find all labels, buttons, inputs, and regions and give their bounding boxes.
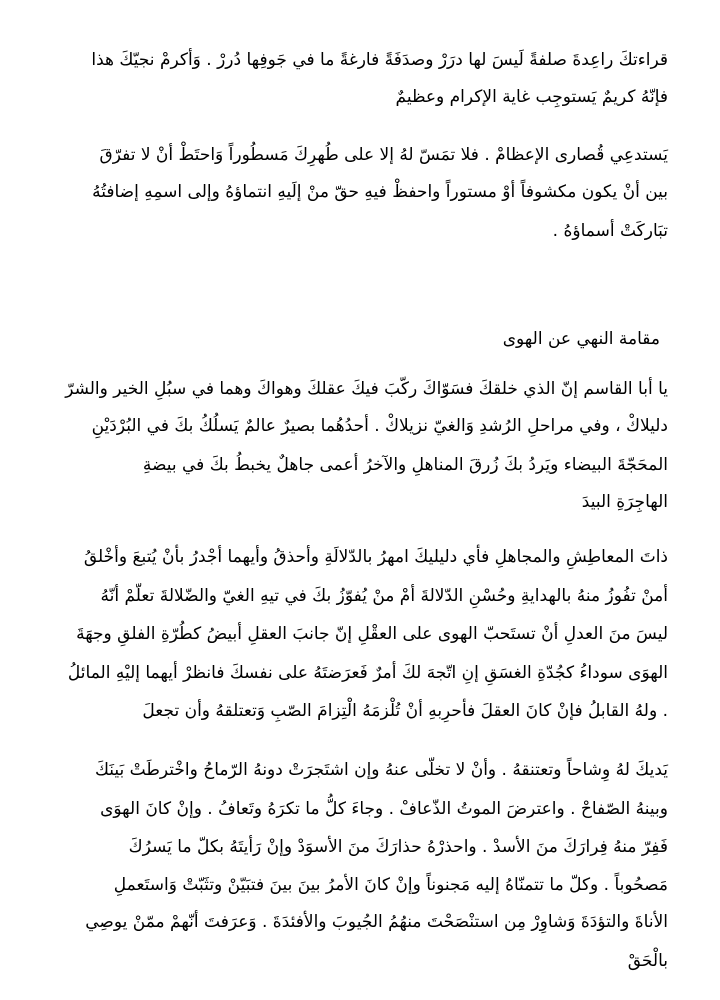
- text-line: فَفِرّ منهُ فِرارَكَ منَ الأسدْ . واحذرْهُ حذارَكَ منَ الأسوَدْ وإنْ رَأيتَهُ بكلّ ما يَسرُكَ: [128, 837, 668, 857]
- text-line: المحَجّةَ البيضاء ويَردُ بكَ زُرقَ المناهلِ والآخرُ أعمى جاهلٌ يخبطُ بكَ في بيضةِ: [142, 455, 668, 475]
- text-line: ذاتَ المعاطِشِ والمجاهلِ فأي دليليكَ امهرُ بالدّلالَةِ وأحذقُ وأيهما أجْدرُ بأنْ يُتبعَ وأخْلقُ: [83, 547, 668, 567]
- text-line: الهوَى سوداءُ كجُدّةِ الغسَقِ إنِ اتّجهَ لكَ أمرٌ فَعرَضتَهُ على نفسكَ فانظرْ أيهما إليْهِ المائلُ: [67, 663, 668, 683]
- text-line: وبينهُ الصّفاحْ . واعترضَ الموتُ الذّعافْ . وجاءَ كلُّ ما تكرَهُ وتَعافُ . وإنْ كانَ الهوَى: [100, 799, 668, 819]
- text-line: يا أبا القاسم إنّ الذي خلقكَ فسَوّاكَ ركّبَ فيكَ عقلكَ وهواكَ وهما في سبُلِ الخير والشرّ: [65, 379, 668, 399]
- text-line: تبَاركَتْ أسماؤهُ .: [552, 221, 668, 241]
- text-line: يَديكَ لهُ وِشاحاً وتعتنقهُ . وأنْ لا تخلّى عنهُ وإن اشتَجرَتْ دونهُ الرّماحُ واخْترطَتْ بَينَكَ: [94, 760, 668, 780]
- text-line: بين أنْ يكون مكشوفاً أوْ مستوراً واحفظْ فيهِ حقّ منْ إلَيهِ انتماؤهُ وإلى اسمِهِ إضافتُهُ: [92, 182, 668, 202]
- text-line: أمنْ تفُوزُ منهُ بالهدايةِ وحُسْنِ الدّلالةَ أمْ منْ يُفوّزُ بكَ في تيهِ الغيّ والضّلالةَ تعلّمْ أنّهُ: [100, 586, 668, 606]
- text-line: الهاجِرَةِ البيدَ: [581, 492, 668, 512]
- text-line: الأناةَ والتؤدَةَ وَشاوِرْ مِن استنْصَحْتَ منهُمُ الجُيوبَ والأفئدَةَ . وَعرَفتَ أنّهمْ ممّنْ يوصِي: [85, 912, 668, 932]
- text-line: فإنّهُ كريمٌ يَستوجِب غاية الإكرام وعظيمٌ: [395, 87, 668, 107]
- text-line: قراءتكَ راعِدةَ صلفةً لَيسَ لها درَرْ وصدَفَةً فارغةً ما في جَوفِها دُررْ . وَأكرمْ نجيّكَ هذا: [91, 50, 668, 70]
- heading-text: مقامة النهي عن الهوى: [502, 329, 660, 349]
- text-line: ليسَ منَ العدلِ أنْ تستَحبّ الهوى على العقْلِ إنّ جانبَ العقلِ أبيضُ كطُرّةِ الفلقِ وجهَةَ: [76, 624, 668, 644]
- text-line: دليلاكْ ، وفي مراحلِ الرُشدِ وَالغيّ نزيلاكْ . أحدُهُما بصيرٌ عالمٌ يَسلُكُ بكَ في البُرْدَيْنِ: [91, 416, 668, 436]
- text-line: . ولهُ القابلُ فإنْ كانَ العقلَ فأحرِبهِ أنْ تُلْزمَهُ الْتِزامَ الصّبِ وَتعتلقهُ وأن تجعلَ: [142, 701, 668, 721]
- text-line: بالْحَقْ: [627, 951, 668, 971]
- text-line: مَصحُوباً . وكلّ ما تتمنّاهُ إليه مَجنوناً وإنْ كانَ الأمرُ بينَ بينَ فتبَيّنْ وتثَبّتْ وَاستَعملِ: [113, 875, 668, 895]
- text-line: يَستدعِي قُصارى الإعظامْ . فلا تمَسّ لهُ إلا على طُهرِكَ مَسطُوراً وَاحتَطْ أنْ لا تفرّقَ: [99, 145, 668, 165]
